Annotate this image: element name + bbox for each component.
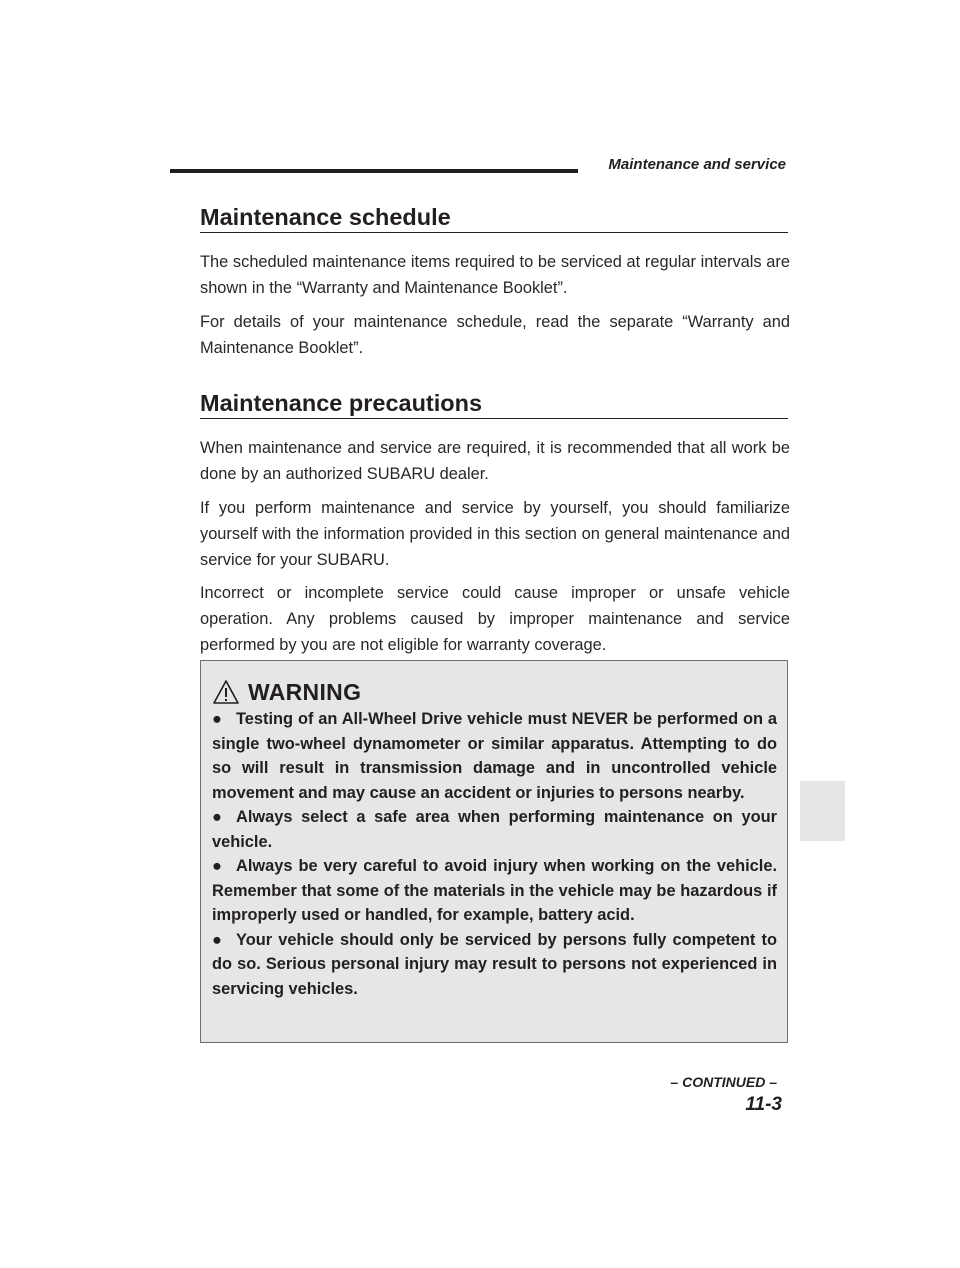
- warning-item: [212, 854, 777, 928]
- heading-maintenance-precautions: Maintenance precautions: [200, 388, 788, 419]
- warning-list: [212, 707, 777, 1001]
- paragraph-precautions-3: Incorrect or incomplete service could cause improper or unsafe vehicle operation. Any problems caused by improper maintenance and service performed by you are not eligible for warranty coverage.: [200, 584, 790, 654]
- bullet-icon: ●: [212, 710, 222, 728]
- page-number: 11-3: [745, 1094, 782, 1115]
- warning-item: [212, 805, 777, 854]
- running-header: Maintenance and service: [608, 156, 786, 173]
- heading-maintenance-schedule: Maintenance schedule: [200, 202, 788, 233]
- paragraph-precautions-2: If you perform maintenance and service by yourself, you should familiarize yourself with the information provided in this section on general maintenance and service for your SUBARU.: [200, 499, 790, 569]
- continued-label: – CONTINUED –: [670, 1074, 777, 1090]
- warning-triangle-icon: [212, 679, 240, 705]
- warning-title: WARNING: [248, 679, 362, 705]
- bullet-icon: ●: [212, 857, 222, 875]
- warning-item-text: Always be very careful to avoid injury when working on the vehicle. Remember that some of the materials in the vehicle may be hazardous if improperly used or handled, for example, battery acid.: [212, 857, 777, 924]
- bullet-icon: ●: [212, 930, 222, 949]
- paragraph-schedule-2: For details of your maintenance schedule, read the separate “Warranty and Maintenance Booklet”.: [200, 313, 790, 357]
- header-rule: [170, 169, 578, 173]
- warning-item: [212, 707, 777, 805]
- paragraph-precautions-1: When maintenance and service are required, it is recommended that all work be done by an authorized SUBARU dealer.: [200, 439, 790, 483]
- warning-header: [212, 675, 777, 705]
- paragraph-schedule-1: The scheduled maintenance items required to be serviced at regular intervals are shown in the “Warranty and Maintenance Booklet”.: [200, 253, 790, 297]
- warning-item-text: Testing of an All-Wheel Drive vehicle must NEVER be performed on a single two-wheel dynamometer or similar apparatus. Attempting to do so will result in transmission damage and in uncontrolled vehicle movement and may cause an accident or injuries to persons nearby.: [212, 710, 777, 802]
- warning-item-text: Your vehicle should only be serviced by persons fully competent to do so. Serious personal injury may result to persons not experienced in servicing vehicles.: [212, 930, 777, 998]
- warning-item-text: Always select a safe area when performing maintenance on your vehicle.: [212, 808, 777, 851]
- chapter-side-tab: [800, 781, 845, 841]
- bullet-icon: ●: [212, 808, 222, 826]
- warning-box: [200, 660, 788, 1043]
- warning-item: [212, 928, 777, 1002]
